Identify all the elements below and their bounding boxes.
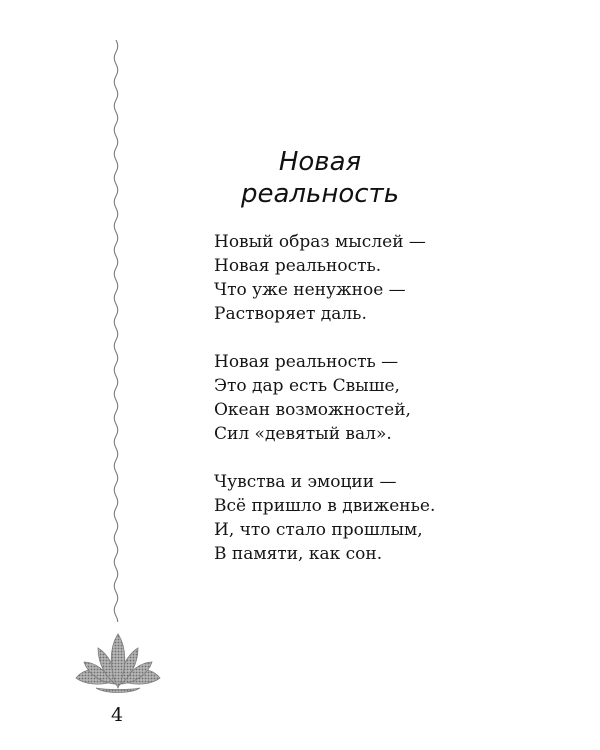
stanza-3 <box>214 470 514 566</box>
poem-title <box>180 146 460 210</box>
poem-line: Всё пришло в движенье. <box>214 496 436 516</box>
poem-line: И, что стало прошлым, <box>214 520 423 540</box>
page-number: 4 <box>110 704 124 726</box>
poem-line: Сил «девятый вал». <box>214 424 392 444</box>
stanza-2 <box>214 350 514 446</box>
poem-title-line-2: реальность <box>240 179 400 209</box>
poem-line: В памяти, как сон. <box>214 544 383 564</box>
poem-line: Новая реальность — <box>214 352 399 372</box>
poem-line: Чувства и эмоции — <box>214 472 397 492</box>
lotus-icon <box>72 632 164 696</box>
wavy-line-decoration <box>104 40 128 622</box>
poem-line: Новый образ мыслей — <box>214 232 426 252</box>
poem-line: Океан возможностей, <box>214 400 411 420</box>
poem-body <box>214 230 514 590</box>
poem-line: Новая реальность. <box>214 256 382 276</box>
stanza-1 <box>214 230 514 326</box>
poem-line: Растворяет даль. <box>214 304 367 324</box>
poem-line: Что уже ненужное — <box>214 280 406 300</box>
poem-line: Это дар есть Свыше, <box>214 376 400 396</box>
poem-title-line-1: Новая <box>278 147 362 177</box>
